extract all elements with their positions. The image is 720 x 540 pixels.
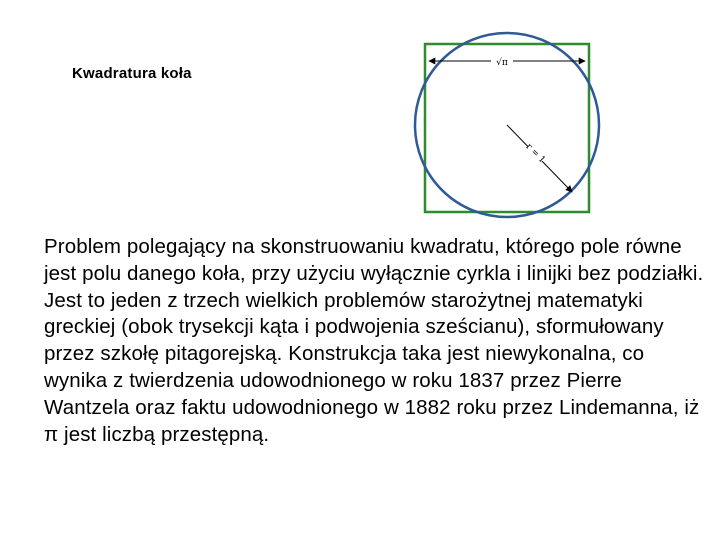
paragraph-history: Jest to jeden z trzech wielkich problemów starożytnej matematyki greckiej (obok trysekcji kąta i podwojenia sześcianu), sformułowany przez szkołę pitagorejską. Konstrukcja taka jest niewykonalna, co wynika z twierdzenia udowodnionego w roku 1837 przez Pierre Wantzela oraz faktu udowodnionego w 1882 roku przez Lindemanna, iż π jest liczbą przestępną.	[44, 288, 700, 446]
paragraph-definition: Problem polegający na skonstruowaniu kwadratu, którego pole równe jest polu danego koła, przy użyciu wyłącznie cyrkla i linijki bez podziałki.	[44, 235, 704, 285]
body-text	[44, 234, 704, 448]
radius-label: r = 1	[523, 141, 548, 166]
side-label: √π	[496, 58, 508, 68]
square-shape	[425, 44, 589, 212]
slide-title: Kwadratura koła	[72, 65, 192, 82]
